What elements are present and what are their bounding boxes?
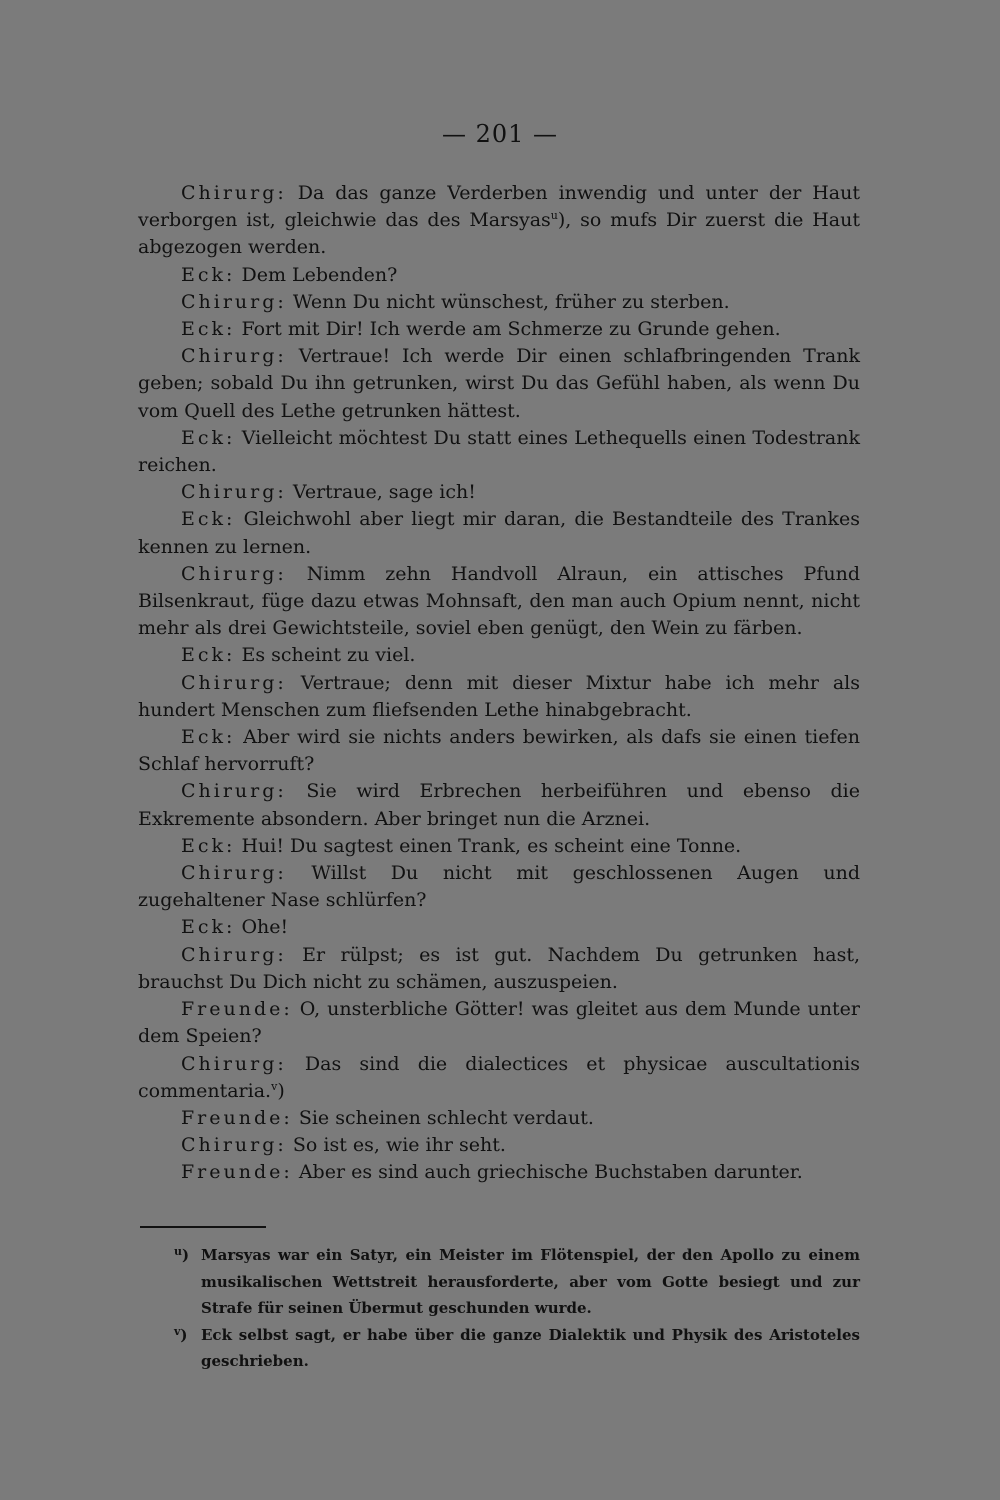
footnote-text: Eck selbst sagt, er habe über die ganze Dialektik und Physik des Aristoteles geschrieben. bbox=[201, 1325, 860, 1370]
footnote-mark-paren: ) bbox=[182, 1246, 190, 1264]
line-text: Es scheint zu viel. bbox=[235, 644, 416, 667]
footnote-ref[interactable]: u bbox=[550, 209, 558, 223]
dialogue-line bbox=[138, 180, 860, 262]
footnote-mark-letter: v bbox=[174, 1324, 181, 1338]
dialogue-line bbox=[138, 724, 860, 778]
dialogue-line bbox=[138, 506, 860, 560]
speaker-name: Chirurg: bbox=[181, 481, 287, 504]
line-text: Fort mit Dir! Ich werde am Schmerze zu Grunde gehen. bbox=[235, 318, 781, 341]
dialogue-line bbox=[138, 642, 860, 669]
speaker-name: Chirurg: bbox=[181, 182, 287, 204]
speaker-name: Eck: bbox=[181, 916, 236, 939]
speaker-name: Chirurg: bbox=[181, 562, 287, 585]
dialogue-line bbox=[138, 1159, 860, 1186]
line-text: Sie wird Erbrechen herbeiführen und ebenso die Exkremente absondern. Aber bringet nun die Arznei. bbox=[138, 780, 860, 830]
page-number: — 201 — bbox=[441, 120, 559, 148]
line-text: Ohe! bbox=[235, 916, 289, 939]
line-text: So ist es, wie ihr seht. bbox=[286, 1134, 506, 1157]
line-text: Aber wird sie nichts anders bewirken, als dafs sie einen tiefen Schlaf hervorruft? bbox=[138, 726, 860, 776]
footnote-mark bbox=[174, 1242, 189, 1269]
line-text: Willst Du nicht mit geschlossenen Augen und zugehaltener Nase schlürfen? bbox=[138, 862, 860, 912]
speaker-name: Freunde: bbox=[181, 1161, 293, 1184]
dialogue-line bbox=[138, 778, 860, 832]
dialogue-line bbox=[138, 942, 860, 996]
dialogue-line bbox=[138, 996, 860, 1050]
line-text: Vertraue, sage ich! bbox=[286, 481, 476, 504]
line-text: Hui! Du sagtest einen Trank, es scheint eine Tonne. bbox=[235, 834, 742, 857]
speaker-name: Chirurg: bbox=[181, 671, 287, 694]
speaker-name: Freunde: bbox=[181, 1106, 293, 1129]
speaker-name: Eck: bbox=[181, 726, 236, 749]
speaker-name: Chirurg: bbox=[181, 862, 287, 885]
line-text: Dem Lebenden? bbox=[235, 263, 398, 286]
dialogue-line bbox=[138, 262, 860, 289]
dialogue-line bbox=[138, 1132, 860, 1159]
line-text: Wenn Du nicht wünschest, früher zu sterben. bbox=[286, 290, 730, 313]
speaker-name: Eck: bbox=[181, 318, 236, 341]
footnote-mark bbox=[174, 1322, 188, 1349]
speaker-name: Chirurg: bbox=[181, 943, 287, 966]
dialogue-line bbox=[138, 289, 860, 316]
dialogue-line bbox=[138, 479, 860, 506]
dialogue-line bbox=[138, 316, 860, 343]
dialogue-line bbox=[138, 1105, 860, 1132]
speaker-name: Chirurg: bbox=[181, 290, 287, 313]
dialogue-body bbox=[138, 180, 860, 1187]
footnote-text: Marsyas war ein Satyr, ein Meister im Flötenspiel, der den Apollo zu einem musikalischen Wettstreit herausforderte, aber vom Gotte besiegt und zur Strafe für seinen Übermut geschunden wurde. bbox=[201, 1246, 860, 1317]
dialogue-line bbox=[138, 561, 860, 643]
line-text: Nimm zehn Handvoll Alraun, ein attisches Pfund Bilsenkraut, füge dazu etwas Mohnsaft, den man auch Opium nennt, nicht mehr als drei Gewichtsteile, soviel eben genügt, den Wein zu färben. bbox=[138, 562, 860, 640]
footnote-ref[interactable]: v bbox=[271, 1079, 278, 1093]
line-text: Er rülpst; es ist gut. Nachdem Du getrunken hast, brauchst Du Dich nicht zu schämen, auszuspeien. bbox=[138, 943, 860, 993]
line-text: Vielleicht möchtest Du statt eines Lethequells einen Todestrank reichen. bbox=[138, 426, 860, 477]
speaker-name: Freunde: bbox=[181, 998, 293, 1021]
dialogue-line bbox=[138, 833, 860, 860]
footnote-divider bbox=[140, 1226, 266, 1228]
line-text-cont: ), so mufs Dir zuerst die Haut abgezogen werden. bbox=[138, 209, 860, 259]
line-text: Da das ganze Verderben inwendig und unter der Haut verborgen ist, gleichwie das des Marsyas bbox=[138, 182, 860, 232]
line-text: Aber es sind auch griechische Buchstaben darunter. bbox=[292, 1161, 803, 1184]
footnote bbox=[174, 1242, 860, 1322]
speaker-name: Chirurg: bbox=[181, 345, 287, 368]
dialogue-line bbox=[138, 860, 860, 914]
speaker-name: Eck: bbox=[181, 426, 236, 449]
dialogue-line bbox=[138, 670, 860, 724]
footnote-mark-paren: ) bbox=[180, 1325, 188, 1344]
line-text: Gleichwohl aber liegt mir daran, die Bestandteile des Trankes kennen zu lernen. bbox=[138, 508, 860, 558]
line-text-cont: ) bbox=[277, 1079, 285, 1102]
dialogue-line bbox=[138, 343, 860, 425]
line-text: Vertraue; denn mit dieser Mixtur habe ich mehr als hundert Menschen zum fliefsenden Lethe hinabgebracht. bbox=[138, 671, 860, 721]
dialogue-line bbox=[138, 425, 860, 479]
footnote bbox=[174, 1322, 860, 1375]
speaker-name: Chirurg: bbox=[181, 780, 287, 803]
speaker-name: Chirurg: bbox=[181, 1134, 287, 1157]
speaker-name: Eck: bbox=[181, 508, 236, 531]
footnote-mark-letter: u bbox=[174, 1245, 182, 1258]
line-text: O, unsterbliche Götter! was gleitet aus dem Munde unter dem Speien? bbox=[138, 998, 860, 1048]
speaker-name: Chirurg: bbox=[181, 1052, 287, 1075]
line-text: Vertraue! Ich werde Dir einen schlafbringenden Trank geben; sobald Du ihn getrunken, wirst Du das Gefühl haben, als wenn Du vom Quell des Lethe getrunken hättest. bbox=[138, 345, 860, 422]
line-text: Das sind die dialectices et physicae auscultationis commentaria. bbox=[138, 1052, 860, 1102]
footnotes bbox=[174, 1242, 860, 1375]
speaker-name: Eck: bbox=[181, 834, 236, 857]
dialogue-line bbox=[138, 914, 860, 941]
dialogue-line bbox=[138, 1051, 860, 1105]
line-text: Sie scheinen schlecht verdaut. bbox=[292, 1106, 594, 1129]
speaker-name: Eck: bbox=[181, 263, 236, 286]
speaker-name: Eck: bbox=[181, 644, 236, 667]
